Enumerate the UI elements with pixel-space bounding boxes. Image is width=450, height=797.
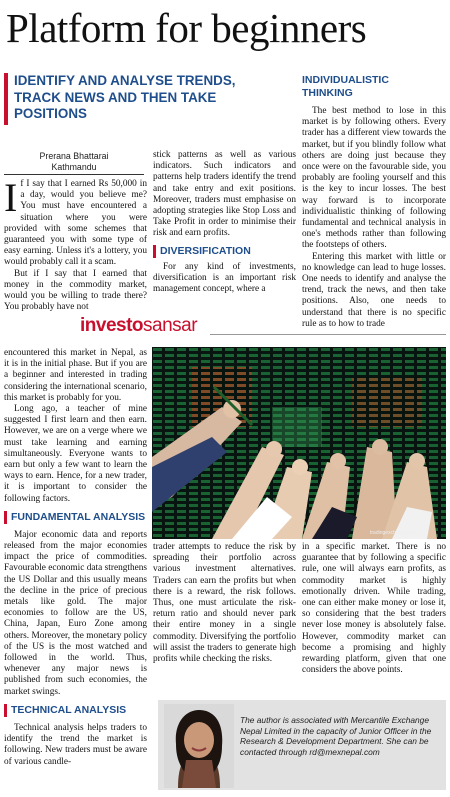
logo-part1: investo <box>80 315 144 336</box>
headline: Platform for beginners <box>6 5 367 51</box>
paragraph: trader attempts to reduce the risk by spreading their portfolio across various investment alternatives. Traders can earn the profits but when there is a reward, the risk follows. Thus, one must articulate the risk-return ratio and should never park their entire money in a single commodity. Diversifying the portfolio will assist the traders to generate high profits while checking the risks. <box>153 542 296 665</box>
column-2-lower <box>153 542 296 665</box>
subhead-block <box>4 73 276 125</box>
paragraph: The best method to lose in this market is by following others. Every trader has a different view towards the market, but if you blindly follow what others are doing just because they once were on the favourable side, you probably are fooling yourself and this is the key to incur losses. The best way forward is to incorporate individualistic thinking of following fundamental and technical analysis in one's methods rather than following the footsteps of others. <box>302 106 446 251</box>
investosansar-logo <box>80 315 197 337</box>
byline-location: Kathmandu <box>51 162 97 172</box>
section-heading-fundamental: FUNDAMENTAL ANALYSIS <box>4 511 147 524</box>
author-portrait <box>164 704 234 788</box>
logo-part2: sansar <box>143 315 198 336</box>
section-heading-individualistic: INDIVIDUALISTIC THINKING <box>302 74 389 99</box>
column-3-lower <box>302 542 446 676</box>
paragraph: Entering this market with little or no knowledge can lead to huge losses. One needs to identify and analyse the trend, track the news, and then take positions. Also, one needs to understand that there is no specific rule as to how to trade <box>302 251 446 329</box>
paragraph: f I say that I earned Rs 50,000 in a day, would you believe me? You must have encountered a situation where you were provided with some schemes that guaranteed you with some type of easy earning. Unless it's a lottery, you would probably call it a scam. <box>4 179 147 268</box>
paragraph: encountered this market in Nepal, as it is in the initial phase. But if you are a beginner and interested in trading considering the international scenario, this market is probably for you. <box>4 348 147 403</box>
byline-name: Prerana Bhattarai <box>39 151 109 161</box>
trading-photo <box>152 347 446 539</box>
paragraph: Long ago, a teacher of mine suggested I first learn and then earn. However, we are on a verge where we must take learning and earning simultaneously. Everyone wants to earn but only a few want to learn the ways to earn. Hence, for a new trader, it is important to consider the following factors. <box>4 404 147 504</box>
subhead: IDENTIFY AND ANALYSE TRENDS, TRACK NEWS AND THEN TAKE POSITIONS <box>14 73 236 121</box>
author-photo <box>164 704 234 788</box>
paragraph: But if I say that I earned that money in the commodity market, would you be willing to trade there? You probably have not <box>4 268 147 313</box>
dropcap: I <box>4 175 18 220</box>
byline-divider <box>4 174 144 175</box>
author-bio-text: The author is associated with Mercantile Exchange Nepal Limited in the capacity of Junior Officer in the Research & Development Department. She can be contacted through rd@mexnepal.com <box>240 715 432 757</box>
paragraph: Technical analysis helps traders to identify the trend the market is following. New traders must be aware of various candle- <box>4 722 147 767</box>
column-1-lower <box>4 348 147 768</box>
column-1-upper <box>4 175 147 313</box>
photo-credit: tradingexchange.com <box>370 530 418 536</box>
paragraph: in a specific market. There is no guarantee that by following a specific rule, one will always earn profits, as commodity market is highly emotionally driven. While trading, one can either make money or lose it, so considering that the best traders never lose money is absolutely false. However, commodity market can become a promising and highly rewarding platform, given that one considers the above points. <box>302 542 446 676</box>
trading-hands-image <box>152 347 446 539</box>
section-heading-technical: TECHNICAL ANALYSIS <box>4 704 147 717</box>
paragraph: Major economic data and reports released from the major economies impact the price of commodities. Favourable economic data strengthens the US Dollar and this usually means the decline in the price of precious metals like gold. The major economies to follow are the US, China, Japan, Euro Zone among others. Moreover, the monetary policy of the US is the most watched and followed in the world. Thus, whenever any major news is published from such economies, the market swings. <box>4 529 147 697</box>
column-3-upper <box>302 74 446 330</box>
paragraph: stick patterns as well as various indicators. Such indicators and patterns help traders identify the trend and take entry and exit positions. Moreover, traders must emphasise on adopting strategies like Stop Loss and Take Profit in order to minimise their risk and earn profits. <box>153 150 296 239</box>
column-2-upper <box>153 150 296 295</box>
paragraph: For any kind of investments, diversification is an important risk management concept, where a <box>153 261 296 295</box>
section-heading-diversification: DIVERSIFICATION <box>153 245 296 258</box>
byline <box>0 151 148 173</box>
logo-divider <box>210 334 446 335</box>
